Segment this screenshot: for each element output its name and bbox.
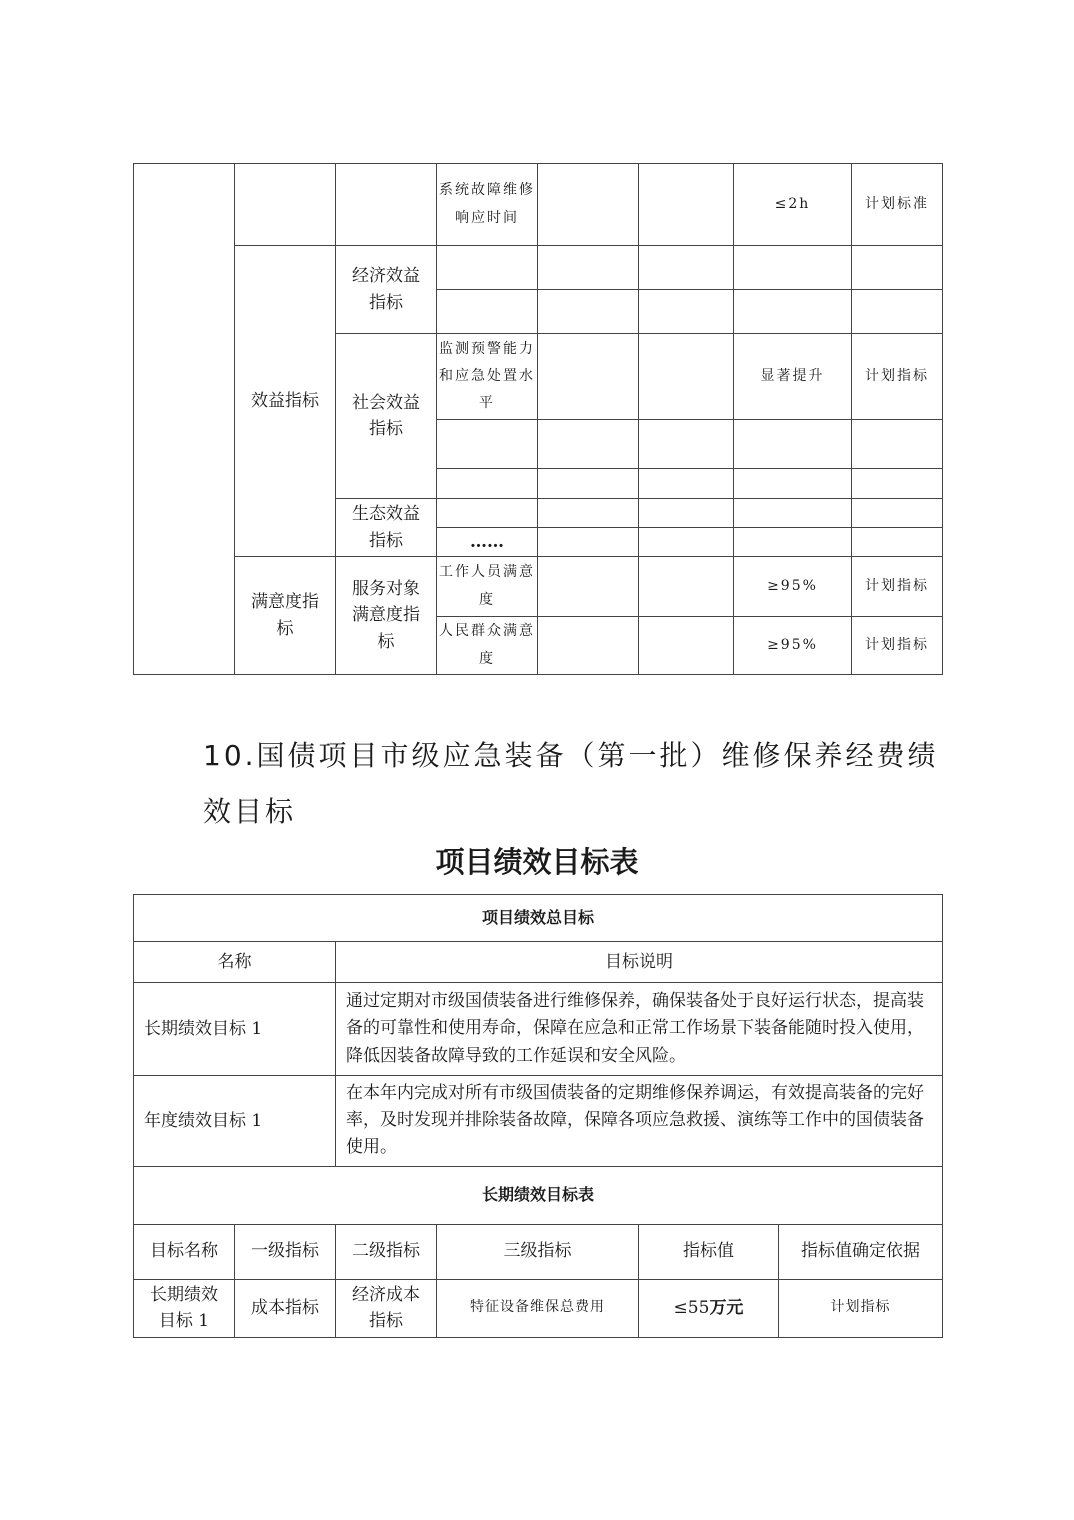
empty-cell <box>538 164 639 246</box>
empty-cell <box>336 164 437 246</box>
row-level1: 成本指标 <box>235 1279 336 1337</box>
performance-indicator-table-continued <box>133 163 943 675</box>
row-level3: 特征设备维保总费用 <box>437 1279 639 1337</box>
service-satisfaction-indicator: 服务对象满意度指标 <box>336 557 437 675</box>
empty-cell <box>437 246 538 290</box>
empty-cell <box>538 290 639 334</box>
empty-cell <box>538 334 639 420</box>
row-target-name: 长期绩效目标 1 <box>134 1279 235 1337</box>
empty-cell <box>852 290 943 334</box>
value-staff-satisfaction: ≥95% <box>734 557 852 617</box>
ellipsis-placeholder: …… <box>437 528 538 557</box>
ecological-benefit-indicator: 生态效益指标 <box>336 499 437 557</box>
empty-cell <box>639 290 734 334</box>
empty-cell <box>538 557 639 617</box>
overall-target-header: 项目绩效总目标 <box>134 895 943 942</box>
empty-cell <box>734 246 852 290</box>
empty-cell <box>235 164 336 246</box>
empty-cell <box>538 469 639 499</box>
longterm-target-description: 通过定期对市级国债装备进行维修保养，确保装备处于良好运行状态，提高装备的可靠性和使用寿命，保障在应急和正常工作场景下装备能随时投入使用，降低因装备故障导致的工作延误和安全风险。 <box>336 983 943 1076</box>
header-level1: 一级指标 <box>235 1224 336 1279</box>
empty-cell <box>852 528 943 557</box>
social-benefit-indicator: 社会效益指标 <box>336 334 437 499</box>
basis-public-satisfaction: 计划指标 <box>852 617 943 675</box>
name-column-header: 名称 <box>134 942 336 983</box>
empty-cell <box>538 499 639 528</box>
empty-cell <box>734 528 852 557</box>
header-target-name: 目标名称 <box>134 1224 235 1279</box>
benefit-indicator: 效益指标 <box>235 246 336 557</box>
empty-cell <box>538 617 639 675</box>
empty-cell <box>734 290 852 334</box>
row-value-number: ≤55 <box>673 1297 710 1318</box>
economic-benefit-indicator: 经济效益指标 <box>336 246 437 334</box>
annual-target-description: 在本年内完成对所有市级国债装备的定期维修保养调运，有效提高装备的完好率，及时发现并排除装备故障，保障各项应急救援、演练等工作中的国债装备使用。 <box>336 1076 943 1167</box>
tertiary-monitoring-capability: 监测预警能力和应急处置水平 <box>437 334 538 420</box>
annual-target-label: 年度绩效目标 1 <box>134 1076 336 1167</box>
tertiary-public-satisfaction: 人民群众满意度 <box>437 617 538 675</box>
empty-cell <box>538 420 639 469</box>
value-repair-response: ≤2h <box>734 164 852 246</box>
empty-cell <box>437 420 538 469</box>
header-level2: 二级指标 <box>336 1224 437 1279</box>
empty-cell <box>639 246 734 290</box>
tertiary-repair-response: 系统故障维修响应时间 <box>437 164 538 246</box>
row-value-unit: 万元 <box>709 1297 744 1318</box>
empty-cell <box>538 246 639 290</box>
empty-cell <box>639 499 734 528</box>
header-level3: 三级指标 <box>437 1224 639 1279</box>
empty-cell <box>639 334 734 420</box>
value-monitoring-capability: 显著提升 <box>734 334 852 420</box>
header-value: 指标值 <box>639 1224 779 1279</box>
empty-cell <box>639 617 734 675</box>
table-title: 项目绩效目标表 <box>435 845 639 879</box>
row-value <box>639 1279 779 1337</box>
empty-cell <box>639 557 734 617</box>
empty-cell <box>437 290 538 334</box>
empty-cell <box>639 164 734 246</box>
header-basis: 指标值确定依据 <box>779 1224 943 1279</box>
value-public-satisfaction: ≥95% <box>734 617 852 675</box>
empty-cell <box>437 469 538 499</box>
basis-staff-satisfaction: 计划指标 <box>852 557 943 617</box>
empty-cell <box>734 469 852 499</box>
empty-cell <box>852 469 943 499</box>
empty-cell <box>639 528 734 557</box>
empty-cell <box>639 469 734 499</box>
section-heading: 10.国债项目市级应急装备（第一批）维修保养经费绩效目标 <box>203 739 939 828</box>
longterm-table-header: 长期绩效目标表 <box>134 1166 943 1224</box>
basis-repair-response: 计划标准 <box>852 164 943 246</box>
empty-cell <box>852 420 943 469</box>
basis-monitoring-capability: 计划指标 <box>852 334 943 420</box>
empty-cell <box>734 420 852 469</box>
tertiary-staff-satisfaction: 工作人员满意度 <box>437 557 538 617</box>
satisfaction-indicator: 满意度指标 <box>235 557 336 675</box>
empty-cell <box>538 528 639 557</box>
empty-cell <box>639 420 734 469</box>
row-basis: 计划指标 <box>779 1279 943 1337</box>
description-column-header: 目标说明 <box>336 942 943 983</box>
longterm-target-label: 长期绩效目标 1 <box>134 983 336 1076</box>
empty-cell <box>852 499 943 528</box>
project-performance-target-table <box>133 894 943 1338</box>
empty-cell <box>437 499 538 528</box>
empty-cell <box>734 499 852 528</box>
row-level2: 经济成本指标 <box>336 1279 437 1337</box>
empty-goal-cell <box>134 164 235 675</box>
empty-cell <box>852 246 943 290</box>
